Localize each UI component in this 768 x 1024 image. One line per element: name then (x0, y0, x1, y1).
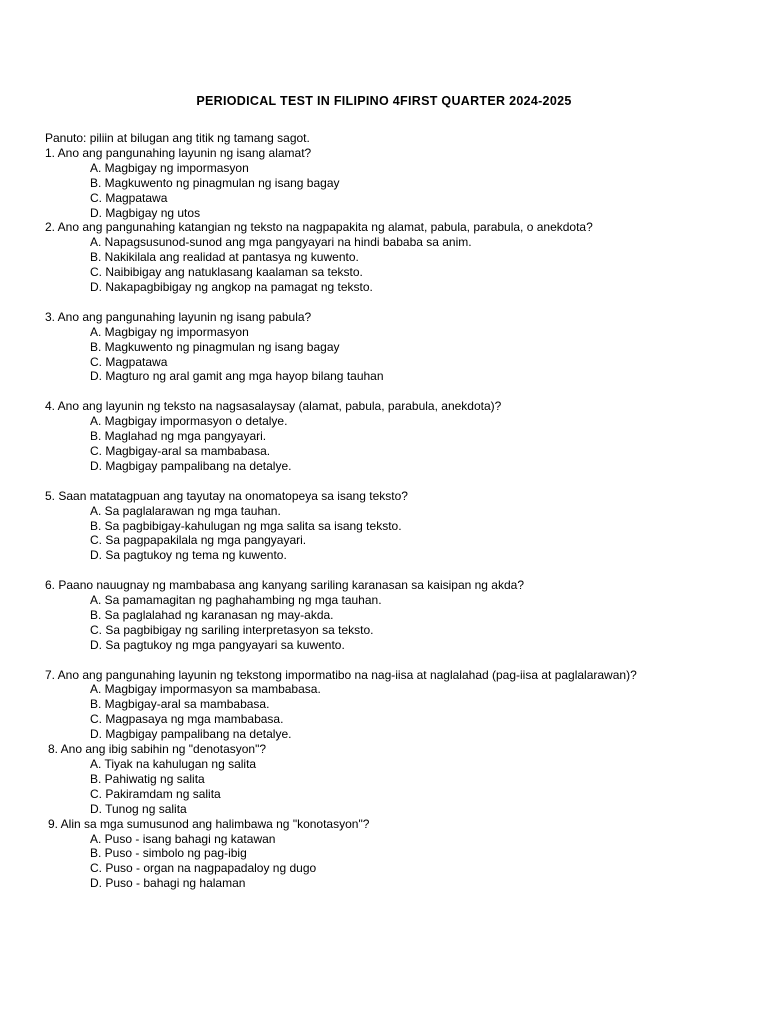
choice-b: B. Sa paglalahad ng karanasan ng may-akda. (90, 607, 334, 622)
question-text: 9. Alin sa mga sumusunod ang halimbawa ng "konotasyon"? (48, 816, 370, 831)
choice-d: D. Magturo ng aral gamit ang mga hayop bilang tauhan (90, 369, 384, 384)
question-6 (45, 578, 745, 653)
choice-a: A. Puso - isang bahagi ng katawan (90, 831, 276, 846)
choice-b: B. Magbigay-aral sa mambabasa. (90, 697, 270, 712)
question-5 (45, 489, 745, 564)
choice-c: C. Sa pagpapakilala ng mga pangyayari. (90, 533, 307, 548)
choice-a: A. Magbigay impormasyon sa mambabasa. (90, 682, 321, 697)
choice-a: A. Magbigay impormasyon o detalye. (90, 414, 288, 429)
choice-b: B. Nakikilala ang realidad at pantasya ng kuwento. (90, 250, 359, 265)
choice-c: C. Pakiramdam ng salita (90, 786, 221, 801)
choice-c: C. Sa pagbibigay ng sariling interpretasyon sa teksto. (90, 622, 374, 637)
choice-c: C. Puso - organ na nagpapadaloy ng dugo (90, 861, 317, 876)
question-text: 6. Paano nauugnay ng mambabasa ang kanyang sariling karanasan sa kaisipan ng akda? (45, 578, 525, 593)
question-text: 2. Ano ang pangunahing katangian ng teksto na nagpapakita ng alamat, pabula, parabula, o anekdota? (45, 220, 593, 235)
choice-b: B. Maglahad ng mga pangyayari. (90, 429, 267, 444)
choice-d: D. Nakapagbibigay ng angkop na pamagat ng teksto. (90, 280, 373, 295)
question-text: 8. Ano ang ibig sabihin ng "denotasyon"? (48, 742, 267, 757)
choice-c: C. Magbigay-aral sa mambabasa. (90, 444, 271, 458)
choice-c: C. Magpatawa (90, 190, 168, 205)
question-9 (45, 817, 745, 892)
document-title: PERIODICAL TEST IN FILIPINO 4FIRST QUARTER 2024-2025 (196, 94, 572, 108)
choice-a: A. Sa paglalarawan ng mga tauhan. (90, 503, 281, 518)
question-8 (45, 742, 745, 817)
choice-d: D. Sa pagtukoy ng mga pangyayari sa kuwento. (90, 637, 345, 652)
instructions: Panuto: piliin at bilugan ang titik ng tamang sagot. (45, 131, 310, 145)
choice-b: B. Puso - simbolo ng pag-ibig (90, 846, 247, 861)
choice-a: A. Sa pamamagitan ng paghahambing ng mga tauhan. (90, 593, 382, 608)
question-text: 5. Saan matatagpuan ang tayutay na onomatopeya sa isang teksto? (45, 488, 408, 503)
question-3 (45, 310, 745, 385)
choice-a: A. Napagsusunod-sunod ang mga pangyayari na hindi bababa sa anim. (90, 235, 472, 250)
question-text: 4. Ano ang layunin ng teksto na nagsasalaysay (alamat, pabula, parabula, anekdota)? (45, 399, 502, 414)
choice-b: B. Sa pagbibigay-kahulugan ng mga salita sa isang teksto. (90, 518, 402, 533)
choice-d: D. Magbigay pampalibang na detalye. (90, 727, 292, 742)
question-text: 7. Ano ang pangunahing layunin ng tekstong impormatibo na nag-iisa at naglalahad (pag-iisa at paglalarawan)? (45, 667, 637, 682)
question-4 (45, 399, 745, 474)
question-1 (45, 146, 745, 221)
choice-d: D. Sa pagtukoy ng tema ng kuwento. (90, 548, 287, 563)
choice-b: B. Magkuwento ng pinagmulan ng isang bagay (90, 339, 340, 354)
question-text: 1. Ano ang pangunahing layunin ng isang alamat? (45, 145, 312, 160)
question-text: 3. Ano ang pangunahing layunin ng isang pabula? (45, 309, 312, 324)
choice-c: C. Naibibigay ang natuklasang kaalaman sa teksto. (90, 265, 363, 280)
choice-a: A. Magbigay ng impormasyon (90, 160, 249, 175)
choice-a: A. Tiyak na kahulugan ng salita (90, 756, 257, 771)
choice-b: B. Pahiwatig ng salita (90, 771, 205, 786)
choice-c: C. Magpasaya ng mga mambabasa. (90, 712, 284, 727)
choice-c: C. Magpatawa (90, 354, 168, 369)
choice-d: D. Magbigay pampalibang na detalye. (90, 458, 292, 473)
question-7 (45, 668, 745, 743)
test-content (45, 131, 745, 891)
choice-a: A. Magbigay ng impormasyon (90, 324, 249, 339)
choice-b: B. Magkuwento ng pinagmulan ng isang bagay (90, 175, 340, 190)
choice-d: D. Magbigay ng utos (90, 205, 201, 220)
choice-d: D. Tunog ng salita (90, 801, 187, 816)
question-2 (45, 220, 745, 295)
choice-d: D. Puso - bahagi ng halaman (90, 876, 246, 891)
